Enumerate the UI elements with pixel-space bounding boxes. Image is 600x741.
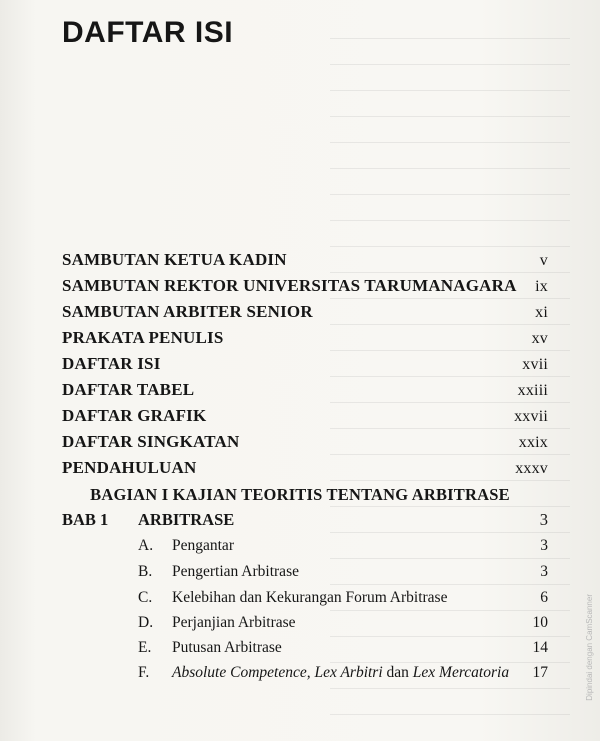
subsection-label-italic: Lex Mercatoria: [412, 664, 510, 681]
toc-entry: [62, 380, 548, 400]
toc-entry-label: DAFTAR SINGKATAN: [62, 432, 240, 451]
chapter-label: ARBITRASE: [138, 510, 235, 529]
subsection-letter: C.: [138, 589, 153, 606]
subsection-page: 10: [532, 614, 548, 631]
subsection-entry: [138, 537, 548, 555]
chapter-code: BAB 1: [62, 510, 109, 529]
toc-entry-page: xxxv: [515, 460, 548, 477]
toc-entry-label: PRAKATA PENULIS: [62, 328, 224, 347]
toc-entry: [62, 250, 548, 270]
subsection-label-italic: Absolute Competence, Lex Arbitri: [172, 664, 383, 681]
toc-entry: [62, 354, 548, 374]
subsection-label: Pengertian Arbitrase: [172, 563, 299, 580]
subsection-label-connector: dan: [382, 664, 413, 681]
toc-entry-page: xxix: [518, 434, 548, 451]
toc-entry-page: ix: [535, 278, 548, 295]
subsection-page: 3: [540, 537, 548, 554]
toc-entry: [62, 458, 548, 478]
subsection-label: Putusan Arbitrase: [172, 639, 282, 656]
toc-entry-label: SAMBUTAN ARBITER SENIOR: [62, 302, 313, 321]
chapter-entry: [62, 510, 548, 530]
subsection-page: 3: [540, 563, 548, 580]
toc-entry-label: DAFTAR ISI: [62, 354, 161, 373]
chapter-page: 3: [539, 510, 548, 529]
subsection-page: 14: [532, 639, 548, 656]
section-heading: BAGIAN I KAJIAN TEORITIS TENTANG ARBITRASE: [90, 485, 510, 504]
toc-entry-page: xv: [531, 330, 548, 347]
subsection-letter: B.: [138, 563, 153, 580]
toc-entry-page: v: [539, 252, 548, 269]
toc-entry-page: xxvii: [514, 408, 548, 425]
scanner-watermark: Dipindai dengan CamScanner: [585, 594, 594, 701]
subsection-entry: [138, 639, 548, 657]
toc-entry-label: DAFTAR GRAFIK: [62, 406, 207, 425]
toc-entry-page: xi: [535, 304, 548, 321]
subsection-entry: [138, 589, 548, 607]
toc-entry-page: xvii: [522, 356, 548, 373]
subsection-label: [172, 664, 533, 682]
toc-entry: [62, 276, 548, 296]
toc-entry-page: xxiii: [517, 382, 548, 399]
subsection-entry: [138, 614, 548, 632]
page-title: DAFTAR ISI: [62, 16, 234, 49]
subsection-label: Perjanjian Arbitrase: [172, 614, 296, 631]
subsection-page: 6: [540, 589, 548, 606]
toc-entry-label: DAFTAR TABEL: [62, 380, 195, 399]
toc-entry-label: PENDAHULUAN: [62, 458, 197, 477]
toc-entry: [62, 328, 548, 348]
subsection-letter: F.: [138, 664, 150, 681]
subsection-label: Pengantar: [172, 537, 234, 554]
toc-entry-label: SAMBUTAN REKTOR UNIVERSITAS TARUMANAGARA: [62, 276, 517, 295]
subsection-letter: E.: [138, 639, 152, 656]
subsection-entry: [138, 563, 548, 581]
toc-entry: [62, 406, 548, 426]
toc-entry-label: SAMBUTAN KETUA KADIN: [62, 250, 287, 269]
subsection-letter: D.: [138, 614, 154, 631]
subsection-page: 17: [532, 664, 548, 681]
toc-entry: [62, 302, 548, 322]
subsection-label: Kelebihan dan Kekurangan Forum Arbitrase: [172, 589, 448, 606]
subsection-entry: [138, 664, 548, 682]
subsection-letter: A.: [138, 537, 154, 554]
toc-entry: [62, 432, 548, 452]
